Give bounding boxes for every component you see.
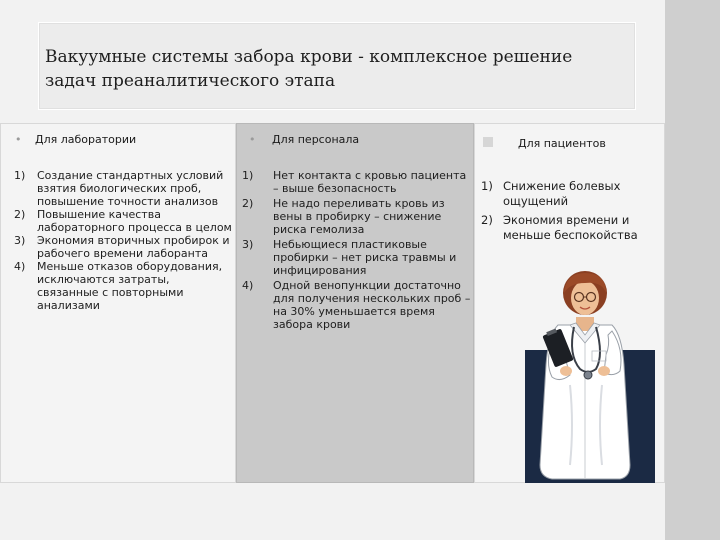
benefit-list: [242, 169, 474, 331]
column-laboratory: [0, 123, 236, 483]
bullet-icon: •: [15, 133, 22, 146]
list-item: 1) Нет контакта с кровью пациента – выше безопасность: [242, 169, 467, 195]
column-heading: Для пациентов: [518, 137, 606, 150]
list-item: 1) Создание стандартных условий взятия биологических проб, повышение точности анализов: [14, 169, 224, 208]
list-item: 1) Снижение болевых ощущений: [481, 179, 621, 208]
list-item: 2) Экономия времени и меньше беспокойства: [481, 213, 638, 242]
list-item: 2) Повышение качества лабораторного процесса в целом: [14, 208, 232, 234]
list-item: 4) Одной венопункции достаточно для получения нескольких проб – на 30% уменьшается время забора крови: [242, 279, 471, 331]
column-heading: Для лаборатории: [35, 133, 137, 146]
list-item: 3) Небьющиеся пластиковые пробирки – нет риска травмы и инфицирования: [242, 238, 457, 277]
list-item: 4) Меньше отказов оборудования, исключаются затраты, связанные с повторными анализами: [14, 260, 223, 312]
slide-title: Вакуумные системы забора крови - комплексное решение задач преаналитического этапа: [45, 47, 573, 91]
doctor-illustration: [530, 265, 640, 483]
benefit-list: [481, 179, 664, 247]
list-item: 3) Экономия вторичных пробирок и рабочего времени лаборанта: [14, 234, 230, 260]
column-staff: [236, 123, 474, 483]
title-box: [38, 22, 636, 110]
square-bullet-icon: [483, 137, 493, 147]
column-heading: Для персонала: [272, 133, 360, 146]
benefit-list: [14, 169, 234, 312]
right-side-panel: [665, 0, 720, 540]
bullet-icon: •: [249, 133, 256, 146]
list-item: 2) Не надо переливать кровь из вены в пробирку – снижение риска гемолиза: [242, 197, 445, 236]
